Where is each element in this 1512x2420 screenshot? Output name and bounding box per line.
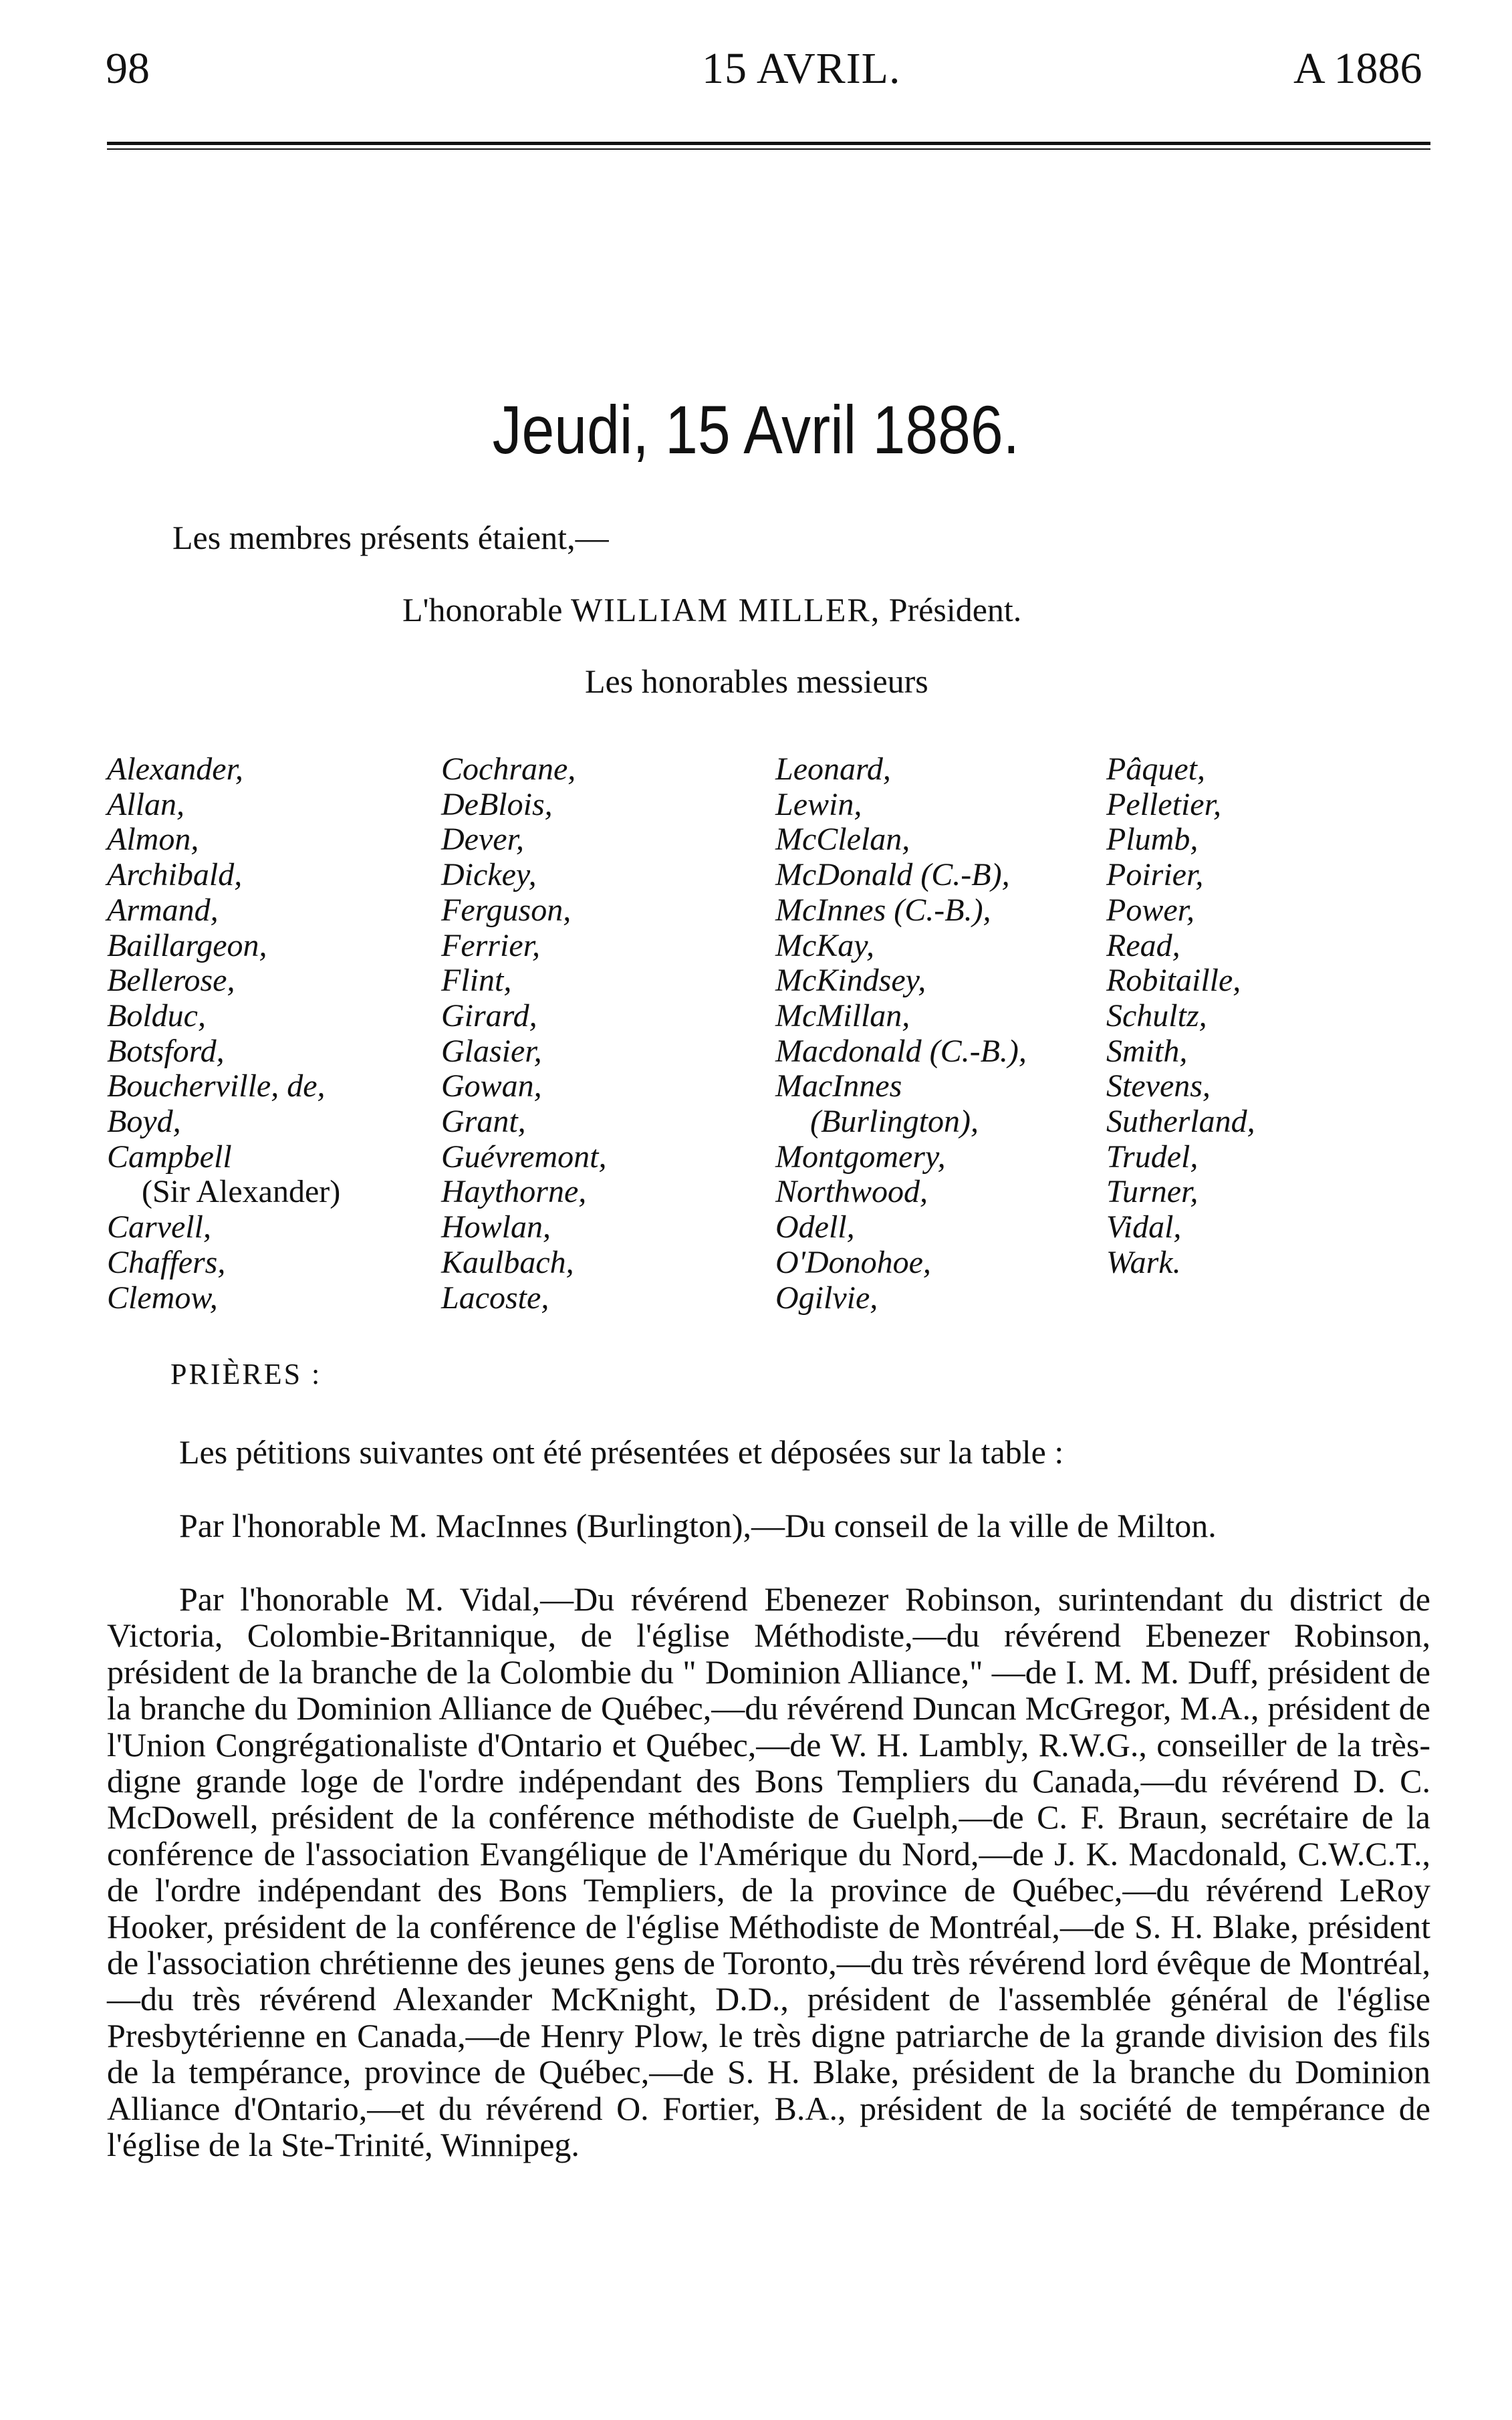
- member-name: Read,: [1106, 927, 1180, 963]
- member-name: Boucherville, de,: [107, 1068, 326, 1104]
- member-name: Carvell,: [107, 1209, 211, 1245]
- member-name: Lacoste,: [441, 1280, 549, 1316]
- member-name: Pelletier,: [1106, 786, 1221, 822]
- member-name: Ferrier,: [441, 927, 540, 963]
- member-name: Boyd,: [107, 1104, 181, 1140]
- member-name: Girard,: [441, 997, 537, 1034]
- page-number: 98: [106, 44, 150, 93]
- member-name: Kaulbach,: [441, 1244, 574, 1280]
- member-name: Sutherland,: [1106, 1104, 1255, 1140]
- header-rule: [107, 142, 1430, 145]
- members-intro: Les membres présents étaient,—: [172, 519, 609, 556]
- member-name: Allan,: [107, 786, 184, 822]
- member-name: Botsford,: [107, 1033, 225, 1069]
- member-name: Dickey,: [441, 857, 537, 893]
- member-name: Howlan,: [441, 1209, 551, 1245]
- member-name: McClelan,: [775, 822, 910, 858]
- members-column-1: [107, 752, 340, 1316]
- member-name: Dever,: [441, 822, 524, 858]
- member-name: Vidal,: [1106, 1209, 1182, 1245]
- member-name: Grant,: [441, 1104, 526, 1140]
- member-name: Bolduc,: [107, 997, 206, 1034]
- member-name: Odell,: [775, 1209, 855, 1245]
- member-name: Chaffers,: [107, 1244, 226, 1280]
- member-name: Montgomery,: [775, 1138, 946, 1175]
- running-year: A 1886: [1293, 44, 1422, 93]
- member-name: Pâquet,: [1106, 751, 1205, 787]
- member-name: Wark.: [1106, 1244, 1181, 1280]
- member-name: Glasier,: [441, 1033, 542, 1069]
- member-name: Power,: [1106, 892, 1194, 928]
- member-name: Ferguson,: [441, 892, 572, 928]
- president-line: [402, 590, 1021, 629]
- member-name: Turner,: [1106, 1174, 1199, 1210]
- member-name: Clemow,: [107, 1280, 218, 1316]
- president-prefix: L'honorable: [402, 591, 563, 628]
- header-rule-thin: [107, 148, 1430, 150]
- member-name: McKindsey,: [775, 963, 926, 999]
- member-name-sub: (Sir Alexander): [142, 1174, 341, 1210]
- members-column-2: [441, 752, 606, 1316]
- members-column-3: [775, 752, 1027, 1316]
- member-name: Bellerose,: [107, 963, 235, 999]
- member-name: Archibald,: [107, 857, 243, 893]
- member-name: McMillan,: [775, 997, 910, 1034]
- petition-paragraph-text: Par l'honorable M. Vidal,—Du révérend Ebenezer Robinson, surintendant du district de Victoria, Colombie-Britannique, de l'église Méthodiste,—du révérend Ebenezer Robinson, président de la branche de la Colombie du " Dominion Alliance," —de I. M. M. Duff, président de la branche du Dominion Alliance de Québec,—du révérend Duncan McGregor, M.A., président de l'Union Congrégationaliste d'Ontario et Québec,—de W. H. Lambly, R.W.G., conseiller de la très-digne grande loge de l'ordre indépendant des Bons Templiers du Canada,—du révérend D. C. McDowell, président de la conférence méthodiste de Guelph,—de C. F. Braun, secrétaire de la conférence de l'association Evangélique de l'Amérique du Nord,—de J. K. Macdonald, C.W.C.T., de l'ordre indépendant des Bons Templiers, de la province de Québec,—du révérend LeRoy Hooker, président de la conférence de l'église Méthodiste de Montréal,—de S. H. Blake, président de l'association chrétienne des jeunes gens de Toronto,—du très révérend lord évêque de Montréal,—du très révérend Alexander McKnight, D.D., président de l'assemblée général de l'église Presbytérienne en Canada,—de Henry Plow, le très digne patriarche de la grande division des fils de la tempérance, province de Québec,—de S. H. Blake, président de la branche du Dominion Alliance d'Ontario,—et du révérend O. Fortier, B.A., président de la société de tempérance de l'église de la Ste-Trinité, Winnipeg.: [107, 1580, 1430, 2164]
- member-name: DeBlois,: [441, 786, 553, 822]
- member-name: Trudel,: [1106, 1138, 1199, 1175]
- member-name: Leonard,: [775, 751, 891, 787]
- running-date: 15 AVRIL.: [702, 44, 901, 93]
- member-name: Schultz,: [1106, 997, 1207, 1034]
- member-name: Gowan,: [441, 1068, 542, 1104]
- member-name: Flint,: [441, 963, 512, 999]
- member-name: Campbell: [107, 1138, 232, 1175]
- member-name: Smith,: [1106, 1033, 1188, 1069]
- member-name: Northwood,: [775, 1174, 928, 1210]
- petition-paragraph-long: [107, 1581, 1430, 2163]
- member-name: Alexander,: [107, 751, 243, 787]
- member-name: Plumb,: [1106, 822, 1199, 858]
- member-name: Cochrane,: [441, 751, 576, 787]
- member-name: McDonald (C.-B),: [775, 857, 1010, 893]
- member-name: Almon,: [107, 822, 199, 858]
- honorables-line: Les honorables messieurs: [585, 662, 928, 700]
- member-name: McKay,: [775, 927, 874, 963]
- member-name: Ogilvie,: [775, 1280, 878, 1316]
- petition-paragraph: Par l'honorable M. MacInnes (Burlington),—Du conseil de la ville de Milton.: [179, 1507, 1217, 1544]
- petitions-intro: Les pétitions suivantes ont été présentées et déposées sur la table :: [179, 1433, 1064, 1471]
- member-name: Stevens,: [1106, 1068, 1211, 1104]
- member-name: Lewin,: [775, 786, 862, 822]
- member-name: O'Donohoe,: [775, 1244, 931, 1280]
- member-name: Macdonald (C.-B.),: [775, 1033, 1027, 1069]
- president-role: Président.: [888, 591, 1022, 628]
- member-name: Haythorne,: [441, 1174, 587, 1210]
- member-name: MacInnes: [775, 1068, 902, 1104]
- member-name: McInnes (C.-B.),: [775, 892, 991, 928]
- member-name: Guévremont,: [441, 1138, 607, 1175]
- page-title: Jeudi, 15 Avril 1886.: [492, 392, 1020, 468]
- member-name: Poirier,: [1106, 857, 1204, 893]
- prayers-heading: PRIÈRES :: [170, 1358, 322, 1390]
- member-name: Robitaille,: [1106, 963, 1241, 999]
- members-column-4: [1106, 752, 1255, 1281]
- president-name: WILLIAM MILLER,: [570, 591, 881, 628]
- member-name: Armand,: [107, 892, 219, 928]
- member-name-sub: (Burlington),: [810, 1104, 979, 1140]
- member-name: Baillargeon,: [107, 927, 267, 963]
